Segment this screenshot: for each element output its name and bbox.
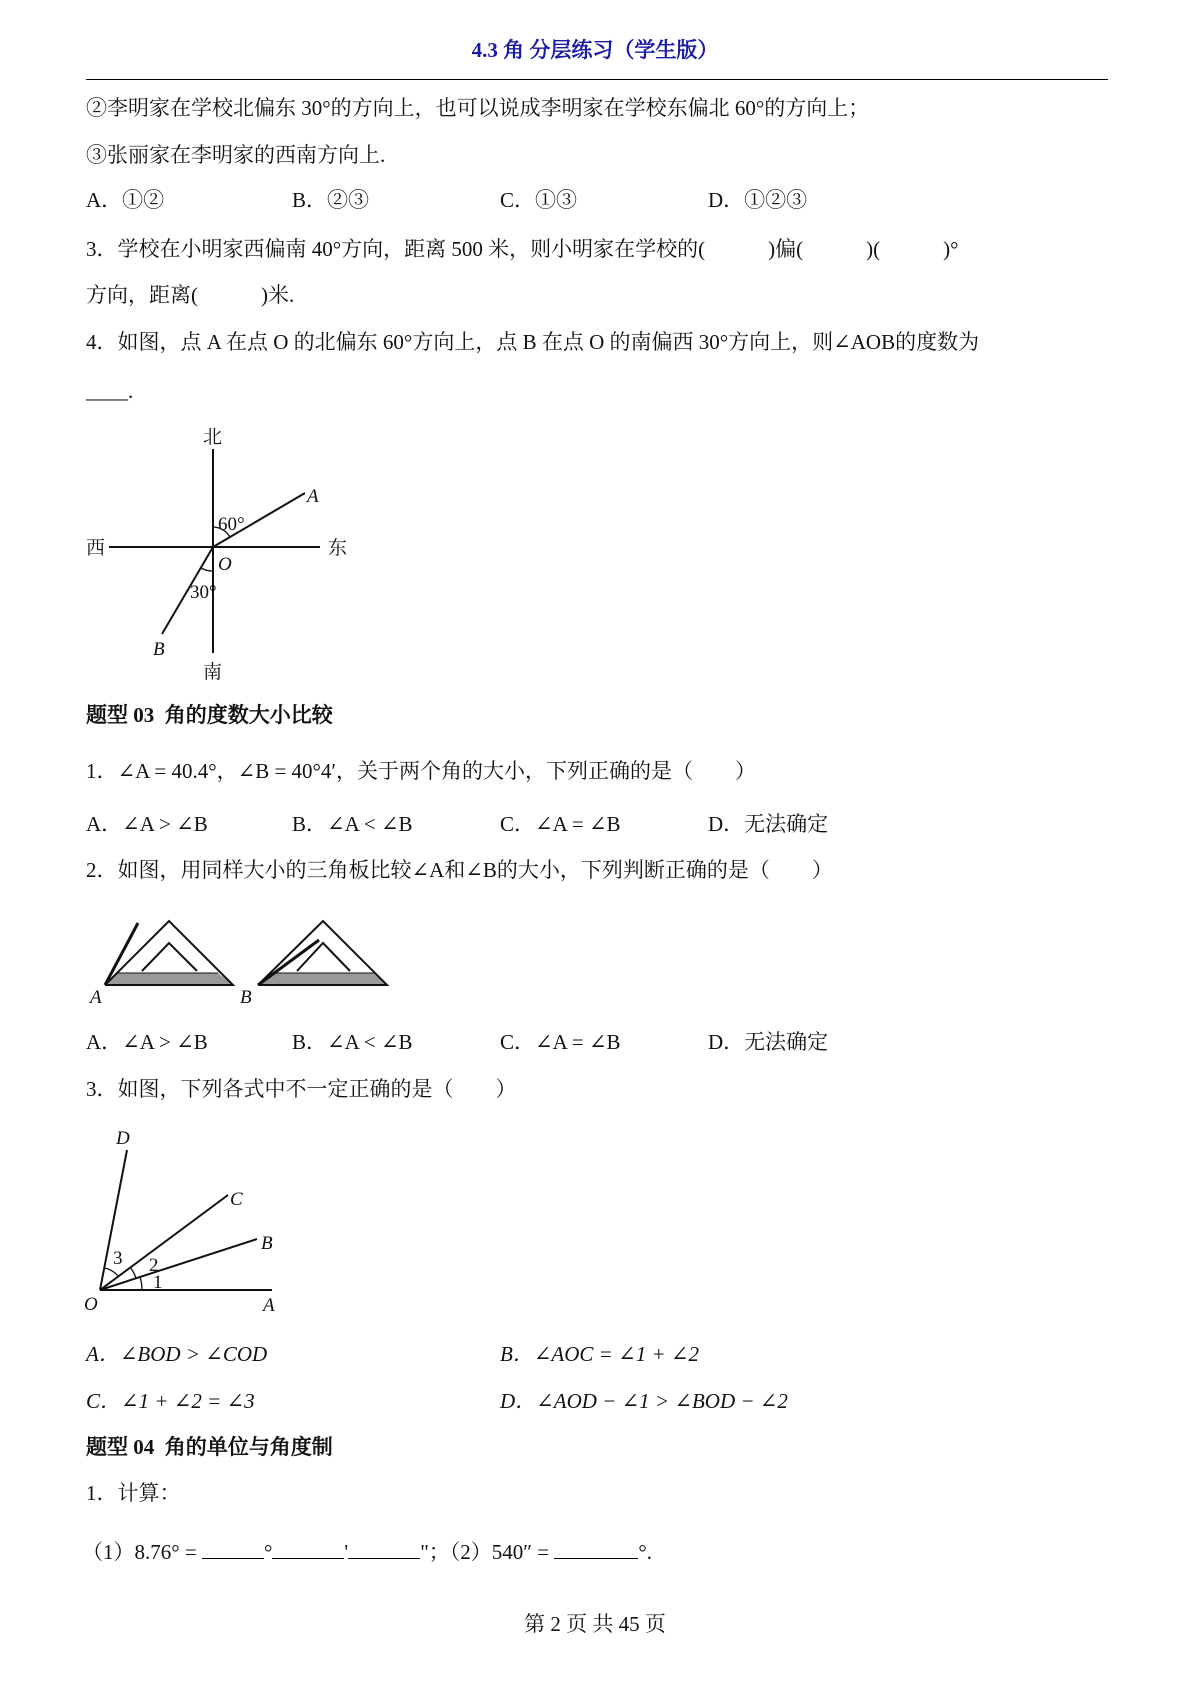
s3-q1-option-b: B．∠A < ∠B (292, 812, 413, 836)
statement-3: ③张丽家在李明家的西南方向上. (86, 143, 386, 167)
angle-label-a: A (263, 1295, 275, 1316)
option-c: C．①③ (500, 188, 578, 212)
blank-degrees-2[interactable] (554, 1538, 638, 1559)
second-sign: "； (420, 1540, 450, 1564)
page-footer: 第 2 页 共 45 页 (524, 1612, 666, 1636)
question-4-line2: ____. (86, 379, 134, 403)
angle-label-c: C (230, 1189, 243, 1210)
degree-end: °. (638, 1540, 653, 1564)
triangle-label-a: A (90, 987, 102, 1008)
angle-label-3: 3 (113, 1248, 123, 1269)
option-b: B．②③ (292, 188, 370, 212)
s3-question-3: 3．如图，下列各式中不一定正确的是（ ） (86, 1077, 517, 1101)
triangle-label-b: B (240, 987, 252, 1008)
question-3-line2: 方向，距离( )米. (86, 283, 295, 307)
label-60: 60° (218, 514, 245, 535)
calc-part-1: （1）8.76° = (82, 1540, 202, 1564)
question-3-line1: 3．学校在小明家西偏南 40°方向，距离 500 米，则小明家在学校的( )偏( )( )° (86, 237, 959, 261)
label-east: 东 (328, 538, 348, 559)
s3-q3-option-b: B．∠AOC = ∠1 + ∠2 (500, 1342, 699, 1366)
statement-2: ②李明家在学校北偏东 30°的方向上，也可以说成李明家在学校东偏北 60°的方向上； (86, 96, 870, 120)
s3-q1-option-c: C．∠A = ∠B (500, 812, 621, 836)
angle-label-2: 2 (149, 1255, 159, 1276)
s3-question-2: 2．如图，用同样大小的三角板比较∠A和∠B的大小，下列判断正确的是（ ） (86, 858, 833, 882)
blank-seconds[interactable] (348, 1538, 420, 1559)
s3-q1-option-d: D．无法确定 (708, 812, 829, 836)
angle-figure (100, 1150, 272, 1290)
label-b: B (153, 639, 165, 660)
angle-label-b: B (261, 1233, 273, 1254)
s4-calc-line (82, 1538, 652, 1565)
question-4-line1: 4．如图，点 A 在点 O 的北偏东 60°方向上，点 B 在点 O 的南偏西 30°方向上，则∠AOB的度数为 (86, 330, 980, 354)
blank-degrees[interactable] (202, 1538, 264, 1559)
option-a: A．①② (86, 188, 165, 212)
section-heading-03: 题型 03 角的度数大小比较 (86, 703, 333, 727)
option-d: D．①②③ (708, 188, 808, 212)
s3-q2-option-b: B．∠A < ∠B (292, 1030, 413, 1054)
s3-q3-option-a: A．∠BOD > ∠COD (86, 1342, 268, 1366)
s3-q2-option-c: C．∠A = ∠B (500, 1030, 621, 1054)
degree-sign: ° (264, 1540, 273, 1564)
triangle-figure-a (105, 921, 233, 985)
document-title: 4.3 角 分层练习（学生版） (471, 38, 719, 62)
minute-sign: ' (344, 1540, 349, 1564)
compass-figure (109, 449, 320, 653)
angle-arc-30 (201, 568, 213, 571)
label-south: 南 (203, 662, 223, 683)
s3-q2-option-a: A．∠A > ∠B (86, 1030, 208, 1054)
s3-q3-option-d: D．∠AOD − ∠1 > ∠BOD − ∠2 (500, 1389, 788, 1413)
label-north: 北 (203, 427, 223, 448)
angle-label-d: D (116, 1128, 130, 1149)
calc-part-2: （2）540″ = (449, 1540, 555, 1564)
s4-question-1: 1．计算： (86, 1481, 181, 1505)
s3-q2-option-d: D．无法确定 (708, 1030, 829, 1054)
s3-q3-option-c: C．∠1 + ∠2 = ∠3 (86, 1389, 255, 1413)
section-heading-04: 题型 04 角的单位与角度制 (86, 1435, 333, 1459)
blank-minutes[interactable] (272, 1538, 344, 1559)
angle-label-o: O (84, 1294, 98, 1315)
triangle-figure-b (258, 921, 387, 985)
label-west: 西 (86, 538, 106, 559)
label-a: A (307, 486, 319, 507)
s3-question-1: 1．∠A = 40.4°，∠B = 40°4′，关于两个角的大小，下列正确的是（ ） (86, 759, 757, 783)
s3-q1-option-a: A．∠A > ∠B (86, 812, 208, 836)
label-o: O (218, 554, 232, 575)
label-30: 30° (190, 582, 217, 603)
angle-label-1: 1 (153, 1272, 163, 1293)
